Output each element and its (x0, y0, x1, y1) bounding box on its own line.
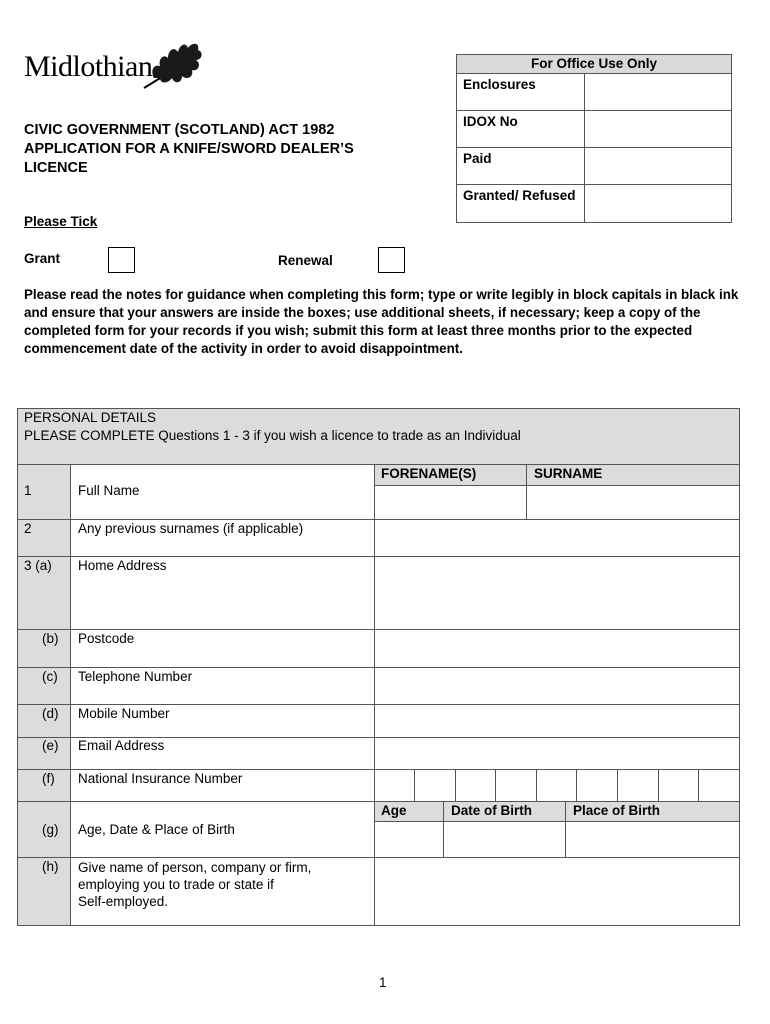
row-number: (g) (42, 822, 59, 837)
row-number: (c) (42, 669, 58, 684)
telephone-input[interactable] (375, 668, 739, 704)
office-use-table (456, 54, 732, 223)
renewal-label: Renewal (278, 253, 333, 268)
personal-details-heading: PERSONAL DETAILS (24, 410, 157, 425)
pob-input[interactable] (566, 822, 739, 857)
office-field-idox[interactable] (585, 111, 732, 148)
email-label: Email Address (78, 738, 165, 753)
ni-box[interactable] (618, 770, 658, 801)
forename-input[interactable] (375, 486, 526, 519)
dob-input[interactable] (444, 822, 565, 857)
postcode-input[interactable] (375, 630, 739, 667)
surname-input[interactable] (527, 486, 739, 519)
title-line: APPLICATION FOR A KNIFE/SWORD DEALER’S (24, 141, 354, 157)
row-number: (d) (42, 706, 59, 721)
office-label-enclosures: Enclosures (457, 74, 585, 111)
ni-box[interactable] (415, 770, 455, 801)
row-number: (e) (42, 738, 59, 753)
grant-label: Grant (24, 251, 61, 266)
row-number: 2 (24, 521, 32, 536)
row-number: (h) (42, 859, 59, 874)
employer-input[interactable] (375, 858, 739, 925)
mobile-input[interactable] (375, 705, 739, 737)
title-line: CIVIC GOVERNMENT (SCOTLAND) ACT 1982 (24, 122, 335, 138)
birth-header-bg (374, 801, 739, 821)
pob-header: Place of Birth (573, 803, 661, 818)
age-dob-pob-label: Age, Date & Place of Birth (78, 822, 235, 837)
row-number: 3 (a) (24, 558, 52, 573)
home-address-input[interactable] (375, 557, 739, 629)
ni-box[interactable] (496, 770, 536, 801)
previous-surnames-input[interactable] (375, 520, 739, 556)
office-use-header: For Office Use Only (457, 55, 732, 74)
row-number: (f) (42, 771, 55, 786)
ni-number-label: National Insurance Number (78, 771, 243, 786)
renewal-checkbox[interactable] (378, 247, 405, 273)
office-label-granted: Granted/ Refused (457, 185, 585, 223)
ni-box[interactable] (537, 770, 576, 801)
surname-header: SURNAME (534, 466, 603, 481)
age-input[interactable] (375, 822, 443, 857)
home-address-label: Home Address (78, 558, 167, 573)
oak-leaf-icon (140, 34, 204, 90)
office-field-enclosures[interactable] (585, 74, 732, 111)
office-field-paid[interactable] (585, 148, 732, 185)
office-field-granted[interactable] (585, 185, 732, 223)
previous-surnames-label: Any previous surnames (if applicable) (78, 521, 304, 536)
age-header: Age (381, 803, 407, 818)
form-title (24, 121, 354, 178)
office-label-paid: Paid (457, 148, 585, 185)
title-line: LICENCE (24, 160, 88, 176)
row-number: (b) (42, 631, 59, 646)
office-label-idox: IDOX No (457, 111, 585, 148)
forename-header: FORENAME(S) (381, 466, 477, 481)
ni-box[interactable] (577, 770, 617, 801)
personal-details-instruction: PLEASE COMPLETE Questions 1 - 3 if you wish a licence to trade as an Individual (24, 428, 521, 443)
ni-box[interactable] (699, 770, 739, 801)
guidance-notes: Please read the notes for guidance when completing this form; type or write legibly in block capitals in black ink and ensure that your answers are inside the boxes; use additional sheets, if necessary; keep a copy of the completed form for your records if you wish; submit this form at least three months prior to the expected commencement date of the activity in order to avoid disappointment. (24, 287, 739, 356)
please-tick-heading: Please Tick (24, 214, 98, 229)
employer-label: Give name of person, company or firm, employing you to trade or state if Self-employed. (78, 860, 312, 909)
postcode-label: Postcode (78, 631, 135, 646)
email-input[interactable] (375, 738, 739, 769)
page-number: 1 (379, 975, 387, 990)
dob-header: Date of Birth (451, 803, 532, 818)
row-number: 1 (24, 483, 32, 498)
ni-box[interactable] (375, 770, 414, 801)
personal-details-table (17, 408, 740, 926)
grant-checkbox[interactable] (108, 247, 135, 273)
council-logo-text: Midlothian (24, 50, 153, 83)
telephone-label: Telephone Number (78, 669, 193, 684)
ni-box[interactable] (659, 770, 698, 801)
ni-box[interactable] (456, 770, 495, 801)
mobile-label: Mobile Number (78, 706, 170, 721)
full-name-label: Full Name (78, 483, 140, 498)
